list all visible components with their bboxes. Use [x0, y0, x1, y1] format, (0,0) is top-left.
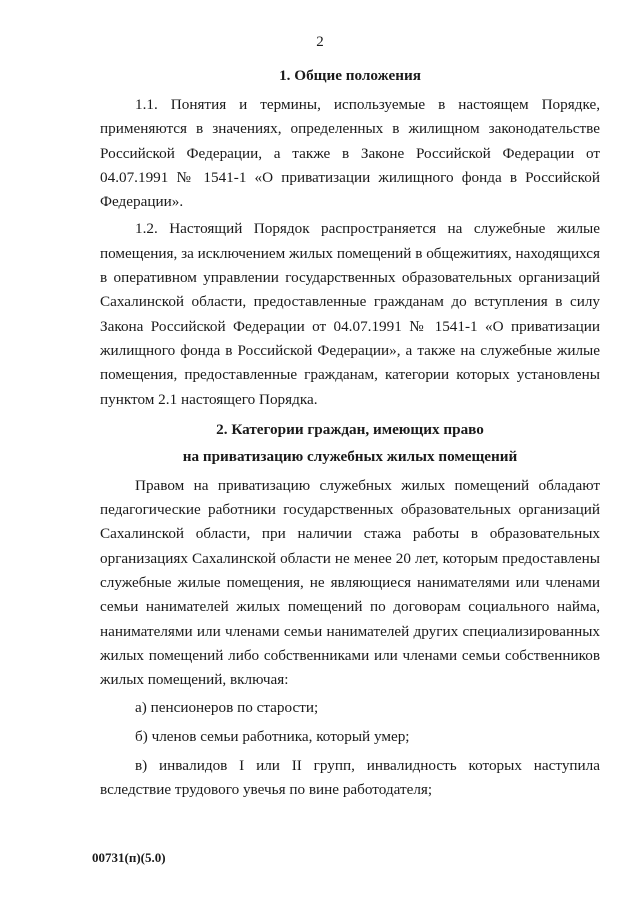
section-2-heading-line-2: на приватизацию служебных жилых помещений [182, 447, 518, 465]
section-1-heading: 1. Общие положения [279, 67, 421, 84]
section-2-heading-line-1: 2. Категории граждан, имеющих право [216, 420, 484, 438]
document-body [100, 62, 600, 808]
list-item-b: б) членов семьи работника, который умер; [135, 727, 410, 745]
paragraph-1-2: 1.2. Настоящий Порядок распространяется на служебные жилые помещения, за исключением жилых помещений в общежитиях, находящихся в оперативном управлении государственных образовательных организаций Сахалинской области, предоставленные гражданам до вступления в силу Закона Российской Федерации от 04.07.1991 № 1541-1 «О приватизации жилищного фонда в Российской Федерации», а также на служебные жилые помещения, предоставленные гражданам, категории которых установлены пунктом 2.1 настоящего Порядка. [100, 220, 600, 408]
document-code: 00731(п)(5.0) [92, 850, 166, 865]
list-item-a: а) пенсионеров по старости; [135, 698, 319, 716]
list-item-c: в) инвалидов I или II групп, инвалидность которых наступила вследствие трудового увечья по вине работодателя; [100, 757, 600, 799]
paragraph-1-1: 1.1. Понятия и термины, используемые в настоящем Порядке, применяются в значениях, определенных в жилищном законодательстве Российской Федерации, а также в Законе Российской Федерации от 04.07.1991 № 1541-1 «О приватизации жилищного фонда в Российской Федерации». [100, 96, 600, 211]
page-number: 2 [316, 34, 324, 50]
paragraph-2-intro: Правом на приватизацию служебных жилых помещений обладают педагогические работники государственных образовательных организаций Сахалинской области, при наличии стажа работы в образовательных организациях Сахалинской области не менее 20 лет, которым предоставлены служебные жилые помещения, не являющиеся нанимателями или членами семьи нанимателей жилых помещений по договорам социального найма, нанимателями или членами семьи нанимателей других специализированных жилых помещений либо собственниками или членами семьи собственников жилых помещений, включая: [100, 476, 600, 689]
